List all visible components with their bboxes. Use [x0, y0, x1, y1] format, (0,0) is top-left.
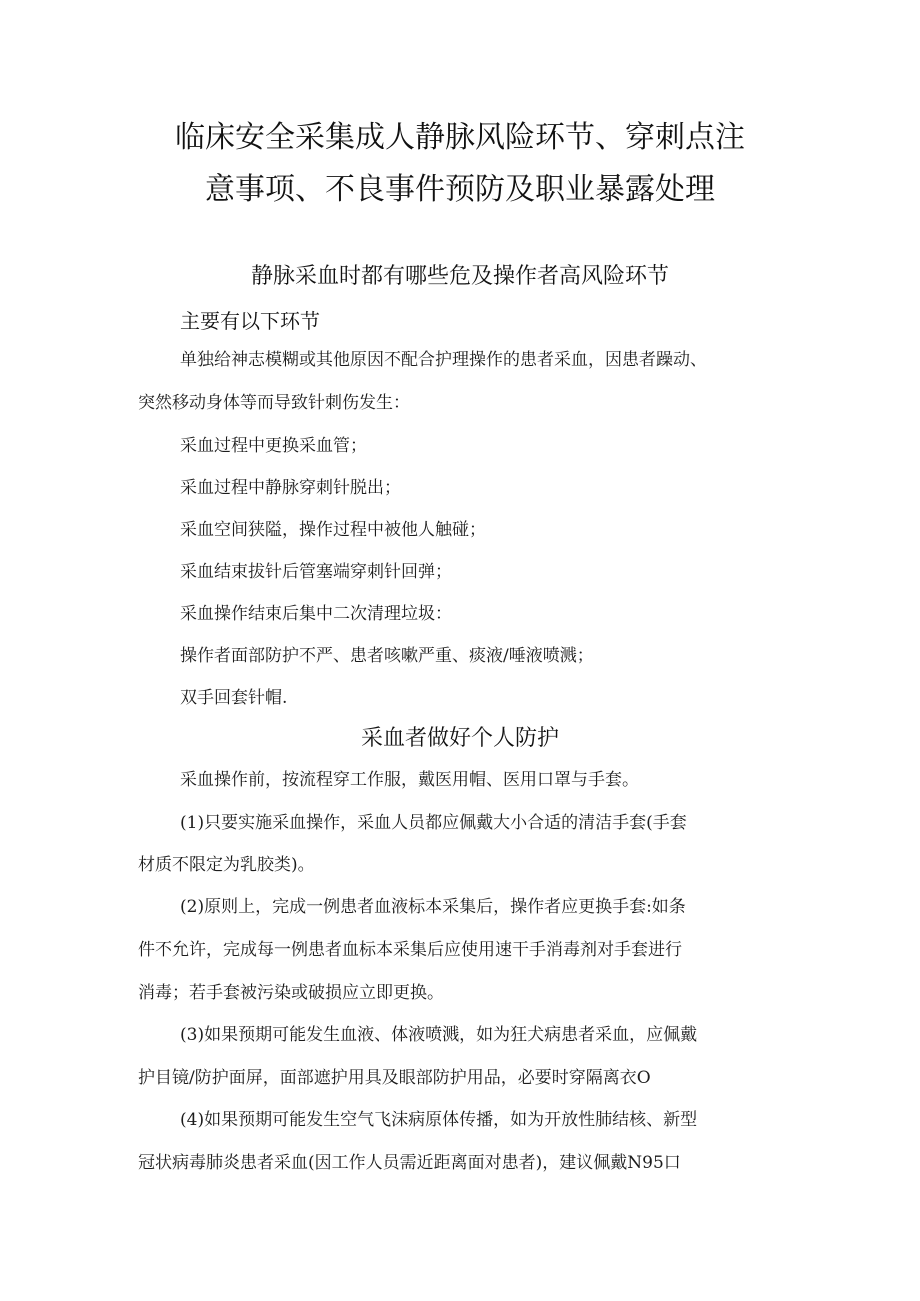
paragraph-line: 采血操作前，按流程穿工作服，戴医用帽、医用口罩与手套。 [180, 770, 639, 790]
list-item: 采血空间狭隘，操作过程中被他人触碰； [180, 520, 486, 540]
paragraph-line: (1)只要实施采血操作，采血人员都应佩戴大小合适的清洁手套(手套 [180, 813, 687, 833]
section-heading-risk: 静脉采血时都有哪些危及操作者高风险环节 [250, 264, 669, 289]
paragraph-line: (4)如果预期可能发生空气飞沫病原体传播，如为开放性肺结核、新型 [180, 1110, 698, 1130]
list-item: 采血过程中静脉穿刺针脱出； [180, 478, 401, 498]
paragraph-line: 单独给神志模糊或其他原因不配合护理操作的患者采血，因患者躁动、 [180, 350, 707, 370]
list-item: 操作者面部防护不严、患者咳嗽严重、痰液/唾液喷溅； [180, 646, 594, 666]
list-item: 采血操作结束后集中二次清理垃圾： [180, 604, 452, 624]
paragraph-line: (2)原则上，完成一例患者血液标本采集后，操作者应更换手套:如条 [180, 897, 686, 917]
list-item: 双手回套针帽. [180, 688, 288, 708]
paragraph-line: 件不允许，完成每一例患者血标本采集后应使用速干手消毒剂对手套进行 [138, 940, 682, 960]
paragraph-line: (3)如果预期可能发生血液、体液喷溅，如为狂犬病患者采血，应佩戴 [180, 1025, 698, 1045]
paragraph-line: 消毒；若手套被污染或破损应立即更换。 [138, 983, 444, 1003]
subheading-main-steps: 主要有以下环节 [180, 309, 320, 333]
section-heading-protection: 采血者做好个人防护 [360, 726, 559, 751]
paragraph-line: 冠状病毒肺炎患者采血(因工作人员需近距离面对患者)，建议佩戴N95口 [138, 1153, 681, 1173]
list-item: 采血过程中更换采血管； [180, 436, 367, 456]
document-title [100, 112, 820, 216]
paragraph-line: 材质不限定为乳胶类)。 [138, 855, 315, 875]
list-item: 采血结束拔针后管塞端穿刺针回弹； [180, 562, 452, 582]
title-line-2: 意事项、不良事件预防及职业暴露处理 [205, 172, 715, 207]
paragraph-line: 突然移动身体等而导致针刺伤发生： [138, 393, 410, 413]
title-line-1: 临床安全采集成人静脉风险环节、穿刺点注 [175, 120, 745, 155]
paragraph-line: 护目镜/防护面屏，面部遮护用具及眼部防护用品，必要时穿隔离衣O [138, 1068, 651, 1088]
